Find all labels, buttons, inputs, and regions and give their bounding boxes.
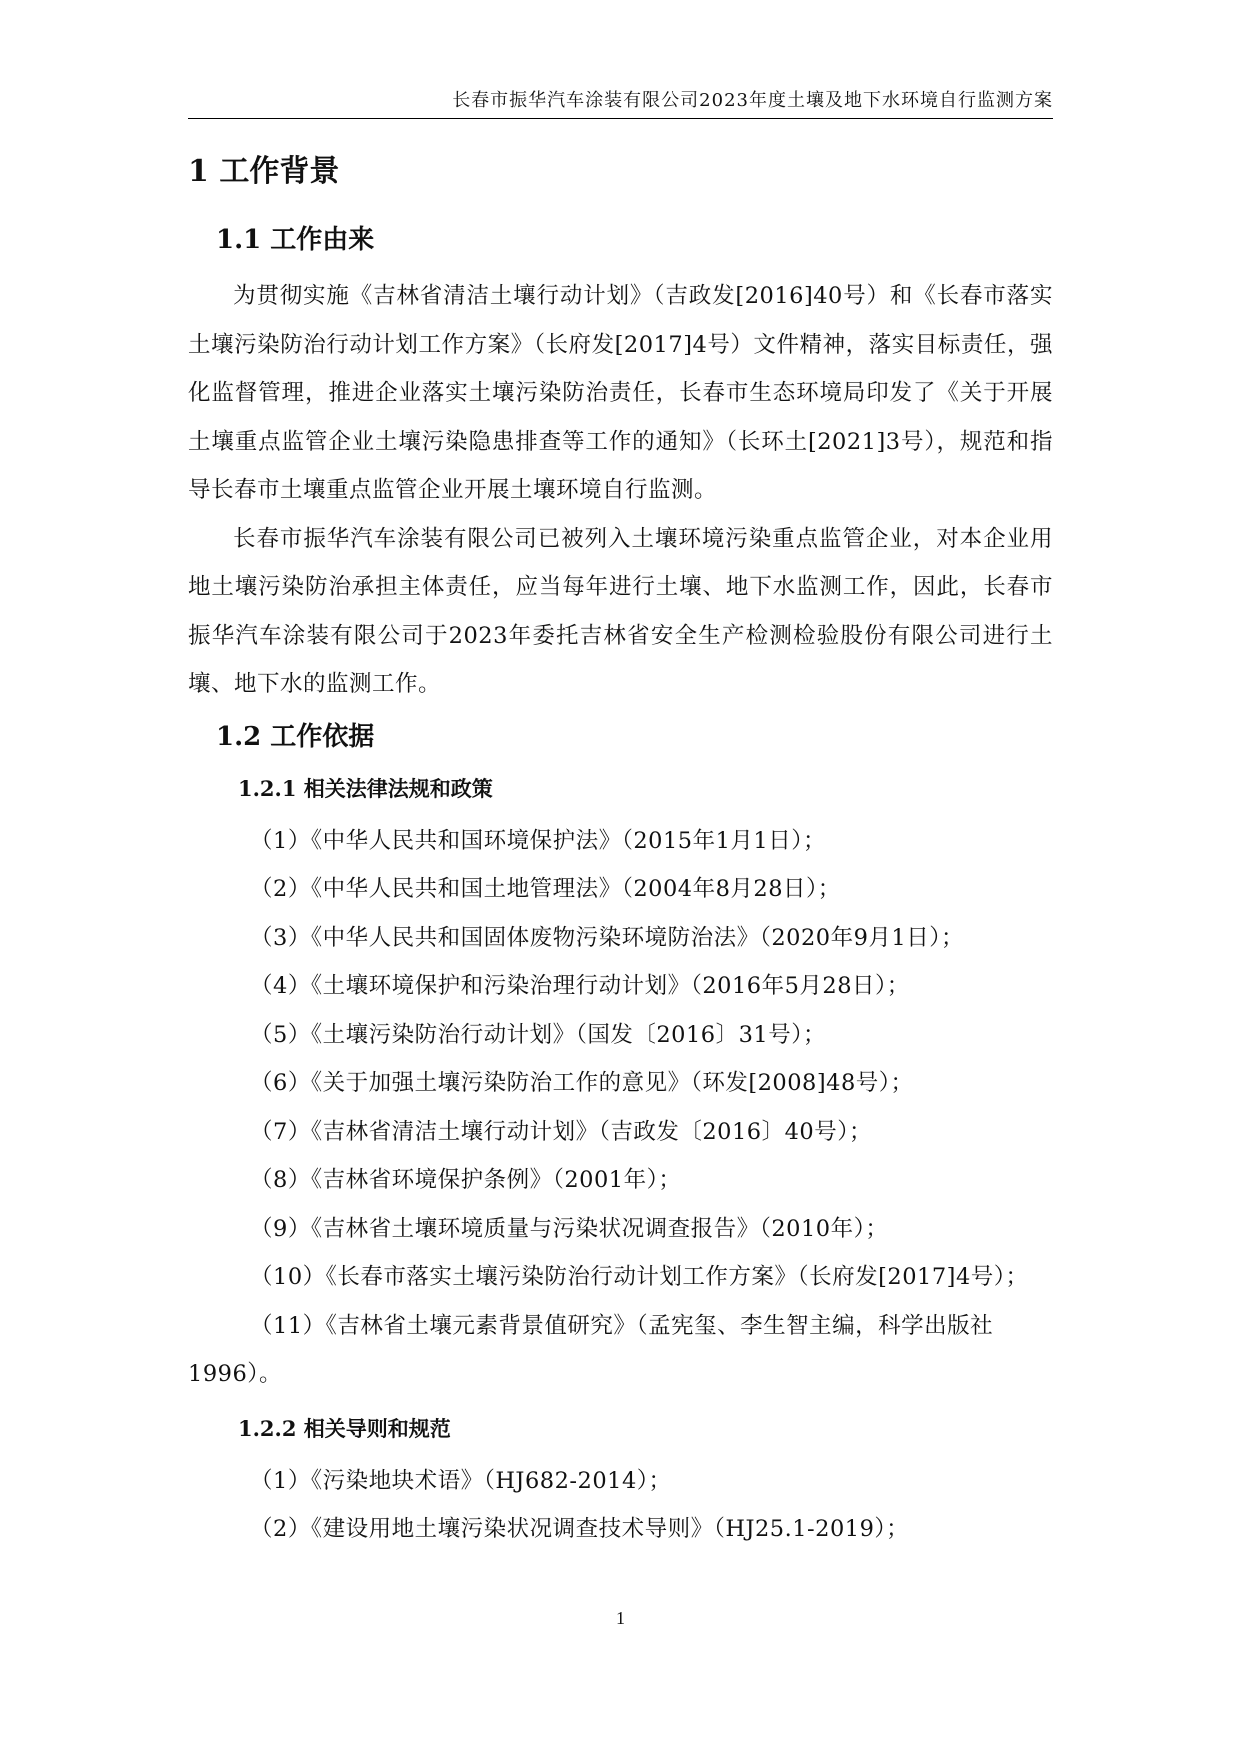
list-item: （3）《中华人民共和国固体废物污染环境防治法》（2020年9月1日）； [250, 924, 964, 951]
section-heading-1-1: 1.1 工作由来 [216, 225, 375, 255]
page-content [188, 148, 1053, 1554]
list-item: （10）《长春市落实土壤污染防治行动计划工作方案》（长府发[2017]4号）； [250, 1264, 1029, 1290]
paragraph-background-1: 为贯彻实施《吉林省清洁土壤行动计划》（吉政发[2016]40号）和《长春市落实土壤污染防治行动计划工作方案》（长府发[2017]4号）文件精神，落实目标责任，强化监督管理，推进企业落实土壤污染防治责任，长春市生态环境局印发了《关于开展土壤重点监管企业土壤污染隐患排查等工作的通知》（长环土[2021]3号），规范和指导长春市土壤重点监管企业开展土壤环境自行监测。 [188, 283, 1053, 503]
laws-list [188, 817, 1053, 1399]
guidelines-list [188, 1457, 1053, 1554]
list-item: （9）《吉林省土壤环境质量与污染状况调查报告》（2010年）； [250, 1215, 889, 1242]
list-item: （2）《建设用地土壤污染状况调查技术导则》（HJ25.1-2019）； [250, 1516, 910, 1542]
list-item: （5）《土壤污染防治行动计划》（国发〔2016〕31号）； [250, 1021, 826, 1048]
list-item: （8）《吉林省环境保护条例》（2001年）； [250, 1167, 682, 1193]
section-heading-1: 1 工作背景 [188, 154, 340, 189]
section-heading-1-2-2: 1.2.2 相关导则和规范 [238, 1415, 451, 1441]
list-item: （1）《污染地块术语》（HJ682-2014）； [250, 1467, 672, 1494]
page-number: 1 [616, 1608, 625, 1628]
list-item: （4）《土壤环境保护和污染治理行动计划》（2016年5月28日）； [250, 973, 910, 999]
section-heading-1-2-1: 1.2.1 相关法律法规和政策 [238, 775, 493, 801]
list-item: （7）《吉林省清洁土壤行动计划》（吉政发〔2016〕40号）； [250, 1118, 872, 1145]
paragraph-background-2: 长春市振华汽车涂装有限公司已被列入土壤环境污染重点监管企业，对本企业用地土壤污染防治承担主体责任，应当每年进行土壤、地下水监测工作，因此，长春市振华汽车涂装有限公司于2023年委托吉林省安全生产检测检验股份有限公司进行土壤、地下水的监测工作。 [188, 525, 1053, 697]
header-title: 长春市振华汽车涂装有限公司2023年度土壤及地下水环境自行监测方案 [452, 90, 1053, 111]
list-item: （1）《中华人民共和国环境保护法》（2015年1月1日）； [250, 827, 826, 854]
list-item: （2）《中华人民共和国土地管理法》（2004年8月28日）； [250, 876, 841, 902]
page-header [188, 84, 1053, 119]
list-item: （11）《吉林省土壤元素背景值研究》（孟宪玺、李生智主编，科学出版社1996）。 [188, 1312, 994, 1387]
list-item: （6）《关于加强土壤污染防治工作的意见》（环发[2008]48号）； [250, 1070, 914, 1096]
section-heading-1-2: 1.2 工作依据 [216, 721, 375, 752]
